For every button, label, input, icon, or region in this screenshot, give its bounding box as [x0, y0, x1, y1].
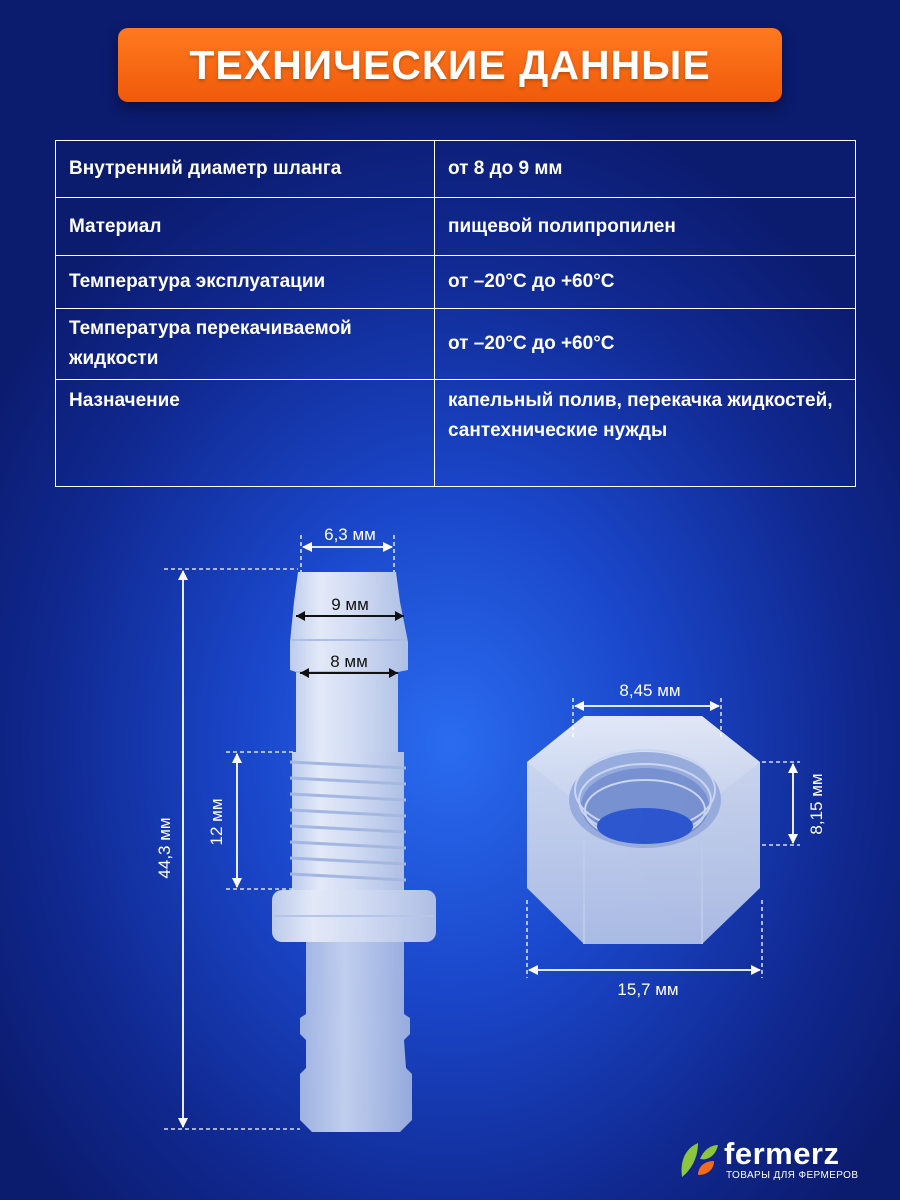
spec-label: Температура перекачиваемой жидкости: [56, 309, 435, 380]
spec-value: капельный полив, перекачка жидкостей, сантехнические нужды: [435, 380, 856, 487]
dim-nut-inner-label: 8,45 мм: [619, 681, 681, 700]
dim-thread-length: [207, 752, 294, 889]
spec-label: Внутренний диаметр шланга: [56, 141, 435, 198]
spec-value: от –20°C до +60°C: [435, 309, 856, 380]
dim-nut-width-label: 15,7 мм: [617, 980, 679, 999]
spec-value: от –20°C до +60°C: [435, 256, 856, 309]
dim-nut-thickness: [762, 762, 826, 845]
brand-tagline: ТОВАРЫ ДЛЯ ФЕРМЕРОВ: [726, 1170, 859, 1181]
brand-name: fermerz: [724, 1136, 840, 1171]
spec-label: Материал: [56, 198, 435, 256]
spec-label: Температура эксплуатации: [56, 256, 435, 309]
brand-logo: [678, 1136, 888, 1186]
dim-barb-inner-label: 8 мм: [330, 652, 368, 671]
dim-barb-outer-label: 9 мм: [331, 595, 369, 614]
dim-top-width: [301, 525, 394, 572]
dim-thread-length-label: 12 мм: [207, 798, 226, 846]
leaf-icon: [678, 1139, 720, 1179]
dim-nut-thickness-label: 8,15 мм: [807, 773, 826, 835]
spec-label: Назначение: [56, 380, 435, 487]
dim-top-width-label: 6,3 мм: [324, 525, 376, 544]
spec-value: от 8 до 9 мм: [435, 141, 856, 198]
dim-total-length-label: 44,3 мм: [155, 817, 174, 879]
dim-total-length: [155, 569, 300, 1129]
hex-nut: [527, 716, 760, 944]
spec-value: пищевой полипропилен: [435, 198, 856, 256]
page-title: ТЕХНИЧЕСКИЕ ДАННЫЕ: [189, 41, 711, 88]
